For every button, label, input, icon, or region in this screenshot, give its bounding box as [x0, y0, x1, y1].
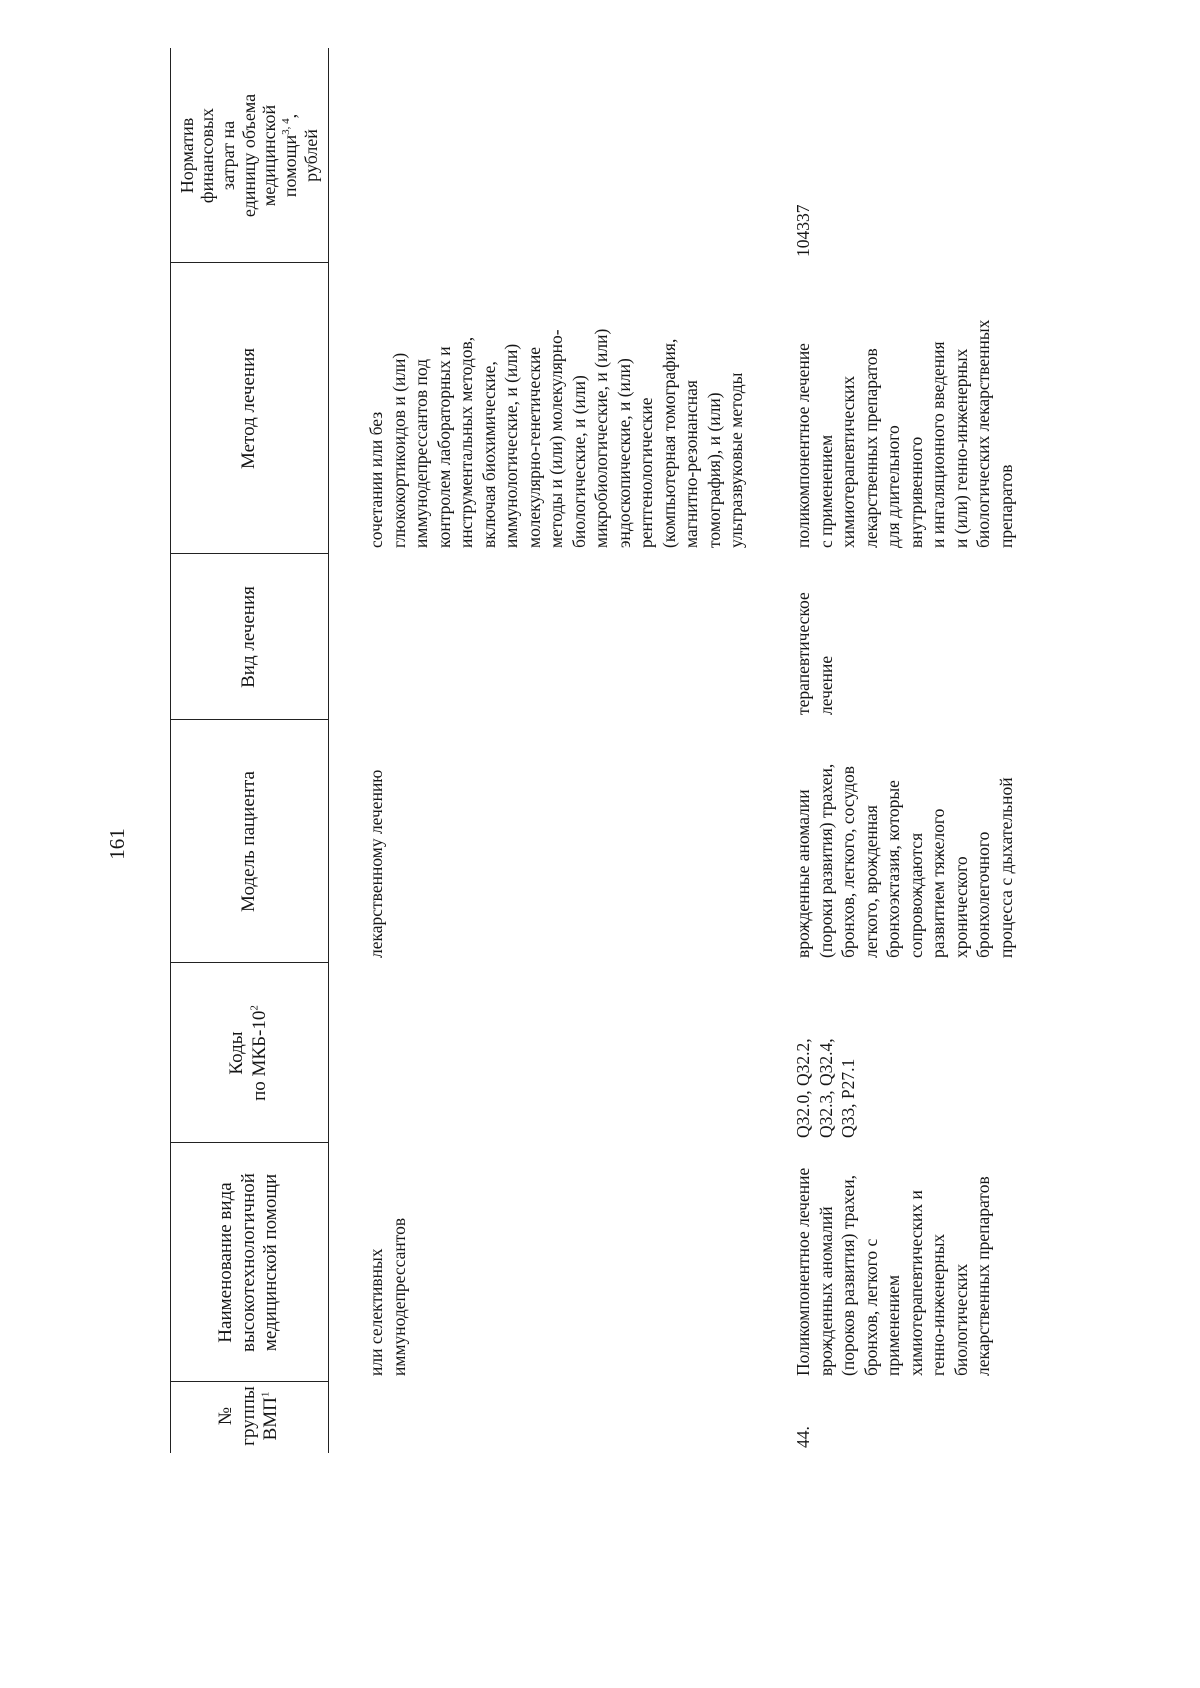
header-treatment-method: Метод лечения — [237, 348, 259, 470]
header-group-number: № группы ВМП$^1$ — [214, 1386, 282, 1446]
table-cell-method: поликомпонентное лечение с применением химиотерапевтических лекарственных препаратов для длительного внутривенного и ингаляционного введения и (или) генно-инженерных биологических лекарственных препаратов — [793, 319, 1016, 548]
table-cell-model: лекарственному лечению — [366, 769, 386, 958]
header-cost-standard: Норматив финансовых затрат на единицу объема медицинской помощи$^{3, 4}$, рублей — [176, 93, 321, 218]
header-treatment-type: Вид лечения — [237, 586, 259, 688]
header-care-type-name: Наименование вида высокотехнологичной медицинской помощи — [214, 1173, 282, 1352]
table-cell-name: или селективных иммунодепрессантов — [366, 1217, 409, 1376]
header-bottom-rule — [328, 48, 329, 1453]
header-icd-codes: Коды по МКБ-$10^2$ — [226, 1005, 270, 1101]
table-cell-number: 44. — [793, 1426, 813, 1448]
page-number: 161 — [105, 828, 129, 860]
table-cell-codes: Q32.0, Q32.2, Q32.3, Q32.4, Q33, P27.1 — [793, 1038, 858, 1138]
table-cell-method: сочетании или без глюкокортикоидов и (или) иммунодепрессантов под контролем лабораторных и инструментальных методов, включая биохимические, иммунологические, и (или) молекулярно-генетические методы и (или) молекулярно- биологические, и (или) микробиологические, и (или) эндоскопические, и (или) рентгенологические (компьютерная томография, магнитно-резонансная томография), и (или) ультразвуковые методы — [366, 328, 746, 548]
document-table — [170, 0, 1030, 1688]
table-cell-cost: 104337 — [793, 204, 813, 257]
table-cell-name: Поликомпонентное лечение врожденных аномалий (пороков развития) трахеи, бронхов, легкого с применением химиотерапевтических и генно-инженерных биологических лекарственных препаратов — [793, 1167, 993, 1376]
header-patient-model: Модель пациента — [237, 771, 259, 912]
table-cell-model: врожденные аномалии (пороки развития) трахеи, бронхов, легкого, сосудов легкого, врожденная бронхоэктазия, которые сопровождаются развитием тяжелого хронического бронхолегочного процесса с дыхательной — [793, 763, 1016, 958]
table-cell-type: терапевтическое лечение — [793, 592, 836, 715]
